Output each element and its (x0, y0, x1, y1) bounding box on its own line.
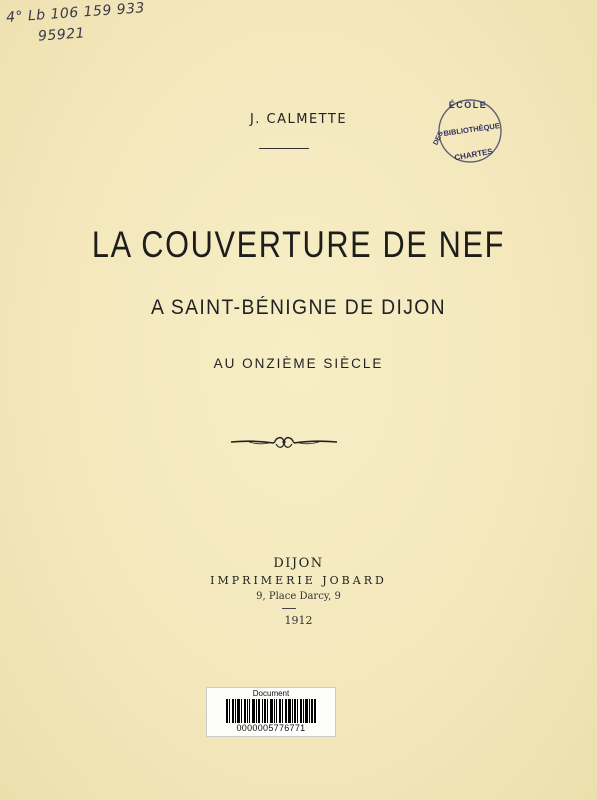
library-stamp (428, 95, 508, 167)
page-subtitle-century: AU ONZIÈME SIÈCLE (213, 356, 384, 371)
barcode (226, 699, 316, 723)
imprint-printer: IMPRIMERIE JOBARD (210, 574, 387, 587)
page-subtitle: A SAINT-BÉNIGNE DE DIJON (150, 296, 447, 319)
barcode-label (206, 687, 336, 737)
barcode-number: 0000005776771 (236, 723, 306, 733)
author-name: J. CALMETTE (249, 112, 348, 127)
stamp-bottom-text: CHARTES (453, 146, 494, 163)
imprint-address: 9, Place Darcy, 9 (256, 591, 341, 602)
ornament-fleuron (229, 432, 339, 452)
imprint-year: 1912 (284, 614, 313, 627)
imprint-divider (282, 608, 296, 609)
handwritten-shelfmark: 4° Lb 106 159 933 (5, 0, 146, 26)
label-title: Document (252, 689, 290, 698)
author-divider (259, 148, 309, 149)
stamp-middle-text: BIBLIOTHÈQUE (442, 121, 501, 138)
imprint-city: DIJON (273, 556, 324, 571)
handwritten-number: 95921 (37, 25, 86, 45)
stamp-top-text: ÉCOLE (448, 100, 488, 110)
page-title: LA COUVERTURE DE NEF (91, 224, 506, 265)
stamp-left-text: DES (432, 130, 445, 147)
